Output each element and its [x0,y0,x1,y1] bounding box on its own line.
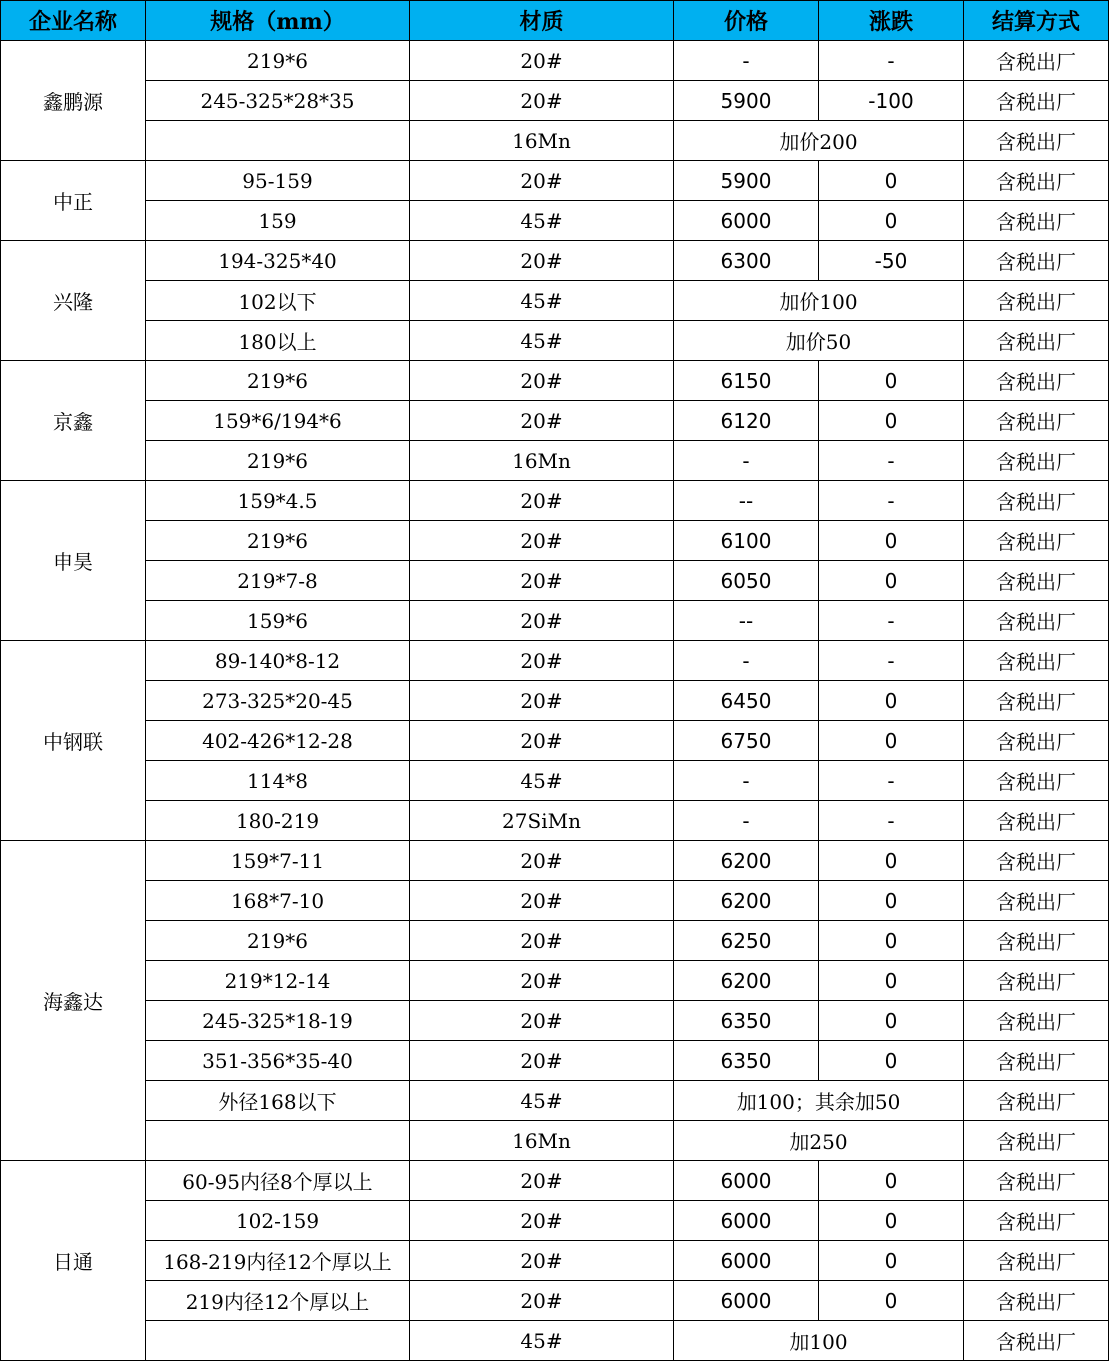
table-row [1,801,1109,841]
change-cell: - [819,41,964,81]
spec-cell: 219*12-14 [146,961,410,1001]
material-cell: 45# [410,761,674,801]
table-row [1,241,1109,281]
price-cell: 6000 [674,1161,819,1201]
price-cell: 6150 [674,361,819,401]
settlement-cell: 含税出厂 [964,881,1109,921]
material-cell: 45# [410,1081,674,1121]
table-row [1,1241,1109,1281]
material-cell: 20# [410,921,674,961]
table-row [1,161,1109,201]
company-cell: 兴隆 [1,241,146,361]
header-settlement: 结算方式 [964,1,1109,41]
spec-cell: 外径168以下 [146,1081,410,1121]
table-row [1,1201,1109,1241]
price-cell: - [674,801,819,841]
material-cell: 20# [410,1041,674,1081]
table-row [1,841,1109,881]
table-row [1,441,1109,481]
table-row [1,521,1109,561]
settlement-cell: 含税出厂 [964,561,1109,601]
price-note-cell: 加100；其余加50 [674,1081,964,1121]
material-cell: 20# [410,601,674,641]
price-cell: -- [674,481,819,521]
settlement-cell: 含税出厂 [964,1081,1109,1121]
spec-cell: 219*7-8 [146,561,410,601]
spec-cell: 95-159 [146,161,410,201]
table-row [1,1081,1109,1121]
material-cell: 20# [410,681,674,721]
settlement-cell: 含税出厂 [964,321,1109,361]
settlement-cell: 含税出厂 [964,841,1109,881]
settlement-cell: 含税出厂 [964,601,1109,641]
spec-cell: 180以上 [146,321,410,361]
change-cell: - [819,481,964,521]
spec-cell: 245-325*18-19 [146,1001,410,1041]
spec-cell: 194-325*40 [146,241,410,281]
table-row [1,481,1109,521]
change-cell: 0 [819,161,964,201]
table-row [1,881,1109,921]
change-cell: 0 [819,401,964,441]
change-cell: 0 [819,1161,964,1201]
spec-cell: 159 [146,201,410,241]
material-cell: 20# [410,1281,674,1321]
spec-cell: 159*6/194*6 [146,401,410,441]
material-cell: 16Mn [410,1121,674,1161]
spec-cell: 89-140*8-12 [146,641,410,681]
change-cell: 0 [819,681,964,721]
change-cell: 0 [819,361,964,401]
material-cell: 20# [410,641,674,681]
table-row [1,1041,1109,1081]
table-row [1,921,1109,961]
material-cell: 20# [410,81,674,121]
change-cell: 0 [819,1001,964,1041]
company-cell: 中钢联 [1,641,146,841]
settlement-cell: 含税出厂 [964,761,1109,801]
settlement-cell: 含税出厂 [964,81,1109,121]
price-cell: 6100 [674,521,819,561]
spec-cell: 402-426*12-28 [146,721,410,761]
material-cell: 16Mn [410,121,674,161]
price-cell: - [674,41,819,81]
spec-cell: 159*7-11 [146,841,410,881]
table-row [1,961,1109,1001]
table-row [1,681,1109,721]
price-cell: 6300 [674,241,819,281]
settlement-cell: 含税出厂 [964,681,1109,721]
spec-cell: 168-219内径12个厚以上 [146,1241,410,1281]
settlement-cell: 含税出厂 [964,1161,1109,1201]
material-cell: 20# [410,1001,674,1041]
spec-cell: 219*6 [146,361,410,401]
table-header [1,1,1109,41]
table-row [1,361,1109,401]
price-cell: 6450 [674,681,819,721]
change-cell: 0 [819,961,964,1001]
table-row [1,1281,1109,1321]
company-cell: 海鑫达 [1,841,146,1161]
material-cell: 20# [410,161,674,201]
settlement-cell: 含税出厂 [964,241,1109,281]
price-cell: 6200 [674,961,819,1001]
price-note-cell: 加价200 [674,121,964,161]
change-cell: 0 [819,521,964,561]
table-row [1,761,1109,801]
change-cell: -100 [819,81,964,121]
material-cell: 20# [410,41,674,81]
change-cell: 0 [819,881,964,921]
change-cell: 0 [819,921,964,961]
table-row [1,401,1109,441]
settlement-cell: 含税出厂 [964,481,1109,521]
settlement-cell: 含税出厂 [964,161,1109,201]
settlement-cell: 含税出厂 [964,1241,1109,1281]
change-cell: - [819,761,964,801]
settlement-cell: 含税出厂 [964,201,1109,241]
settlement-cell: 含税出厂 [964,921,1109,961]
table-row [1,641,1109,681]
price-cell: - [674,761,819,801]
table-row [1,1001,1109,1041]
table-row [1,721,1109,761]
table-row [1,561,1109,601]
material-cell: 20# [410,1161,674,1201]
change-cell: 0 [819,1041,964,1081]
settlement-cell: 含税出厂 [964,1001,1109,1041]
change-cell: 0 [819,1281,964,1321]
material-cell: 45# [410,201,674,241]
change-cell: 0 [819,1201,964,1241]
company-cell: 中正 [1,161,146,241]
material-cell: 20# [410,881,674,921]
settlement-cell: 含税出厂 [964,1281,1109,1321]
header-company: 企业名称 [1,1,146,41]
spec-cell: 219*6 [146,41,410,81]
table-row [1,81,1109,121]
material-cell: 20# [410,521,674,561]
settlement-cell: 含税出厂 [964,41,1109,81]
price-cell: 6000 [674,1201,819,1241]
change-cell: 0 [819,201,964,241]
spec-cell: 273-325*20-45 [146,681,410,721]
material-cell: 20# [410,481,674,521]
material-cell: 45# [410,1321,674,1361]
settlement-cell: 含税出厂 [964,121,1109,161]
settlement-cell: 含税出厂 [964,641,1109,681]
price-cell: 6000 [674,1281,819,1321]
change-cell: 0 [819,1241,964,1281]
table-row [1,41,1109,81]
material-cell: 20# [410,1201,674,1241]
change-cell: 0 [819,721,964,761]
price-cell: 6350 [674,1001,819,1041]
settlement-cell: 含税出厂 [964,721,1109,761]
settlement-cell: 含税出厂 [964,961,1109,1001]
header-row [1,1,1109,41]
price-note-cell: 加价100 [674,281,964,321]
price-cell: 6350 [674,1041,819,1081]
price-cell: - [674,441,819,481]
spec-cell: 168*7-10 [146,881,410,921]
material-cell: 45# [410,321,674,361]
price-cell: 5900 [674,81,819,121]
price-cell: 6250 [674,921,819,961]
settlement-cell: 含税出厂 [964,521,1109,561]
settlement-cell: 含税出厂 [964,1321,1109,1361]
settlement-cell: 含税出厂 [964,281,1109,321]
spec-cell [146,1321,410,1361]
change-cell: - [819,801,964,841]
change-cell: 0 [819,561,964,601]
settlement-cell: 含税出厂 [964,1041,1109,1081]
header-price: 价格 [674,1,819,41]
table-row [1,1161,1109,1201]
spec-cell: 219*6 [146,521,410,561]
spec-cell: 102-159 [146,1201,410,1241]
material-cell: 20# [410,401,674,441]
spec-cell: 114*8 [146,761,410,801]
spec-cell: 159*6 [146,601,410,641]
price-cell: 6750 [674,721,819,761]
company-cell: 日通 [1,1161,146,1361]
material-cell: 16Mn [410,441,674,481]
table-row [1,201,1109,241]
settlement-cell: 含税出厂 [964,1201,1109,1241]
spec-cell: 159*4.5 [146,481,410,521]
change-cell: - [819,641,964,681]
spec-cell: 245-325*28*35 [146,81,410,121]
price-note-cell: 加100 [674,1321,964,1361]
change-cell: - [819,441,964,481]
table-row [1,281,1109,321]
settlement-cell: 含税出厂 [964,801,1109,841]
spec-cell: 102以下 [146,281,410,321]
material-cell: 20# [410,561,674,601]
header-change: 涨跌 [819,1,964,41]
settlement-cell: 含税出厂 [964,361,1109,401]
spec-cell: 180-219 [146,801,410,841]
price-cell: 6200 [674,841,819,881]
material-cell: 27SiMn [410,801,674,841]
table-row [1,601,1109,641]
table-row [1,121,1109,161]
spec-cell: 219*6 [146,441,410,481]
company-cell: 鑫鹏源 [1,41,146,161]
table-row [1,321,1109,361]
material-cell: 20# [410,241,674,281]
change-cell: - [819,601,964,641]
change-cell: 0 [819,841,964,881]
material-cell: 20# [410,841,674,881]
price-cell: 6000 [674,1241,819,1281]
price-cell: 6050 [674,561,819,601]
price-cell: 6000 [674,201,819,241]
material-cell: 20# [410,1241,674,1281]
change-cell: -50 [819,241,964,281]
spec-cell [146,121,410,161]
material-cell: 20# [410,361,674,401]
table-row [1,1321,1109,1361]
spec-cell: 60-95内径8个厚以上 [146,1161,410,1201]
price-cell: 6120 [674,401,819,441]
material-cell: 20# [410,721,674,761]
price-note-cell: 加250 [674,1121,964,1161]
settlement-cell: 含税出厂 [964,1121,1109,1161]
table-body [1,41,1109,1361]
price-note-cell: 加价50 [674,321,964,361]
settlement-cell: 含税出厂 [964,401,1109,441]
material-cell: 45# [410,281,674,321]
table-row [1,1121,1109,1161]
company-cell: 申昊 [1,481,146,641]
settlement-cell: 含税出厂 [964,441,1109,481]
spec-cell: 219内径12个厚以上 [146,1281,410,1321]
spec-cell [146,1121,410,1161]
price-cell: - [674,641,819,681]
company-cell: 京鑫 [1,361,146,481]
header-material: 材质 [410,1,674,41]
spec-cell: 351-356*35-40 [146,1041,410,1081]
price-cell: 6200 [674,881,819,921]
header-spec: 规格（mm） [146,1,410,41]
price-cell: -- [674,601,819,641]
material-cell: 20# [410,961,674,1001]
spec-cell: 219*6 [146,921,410,961]
price-cell: 5900 [674,161,819,201]
